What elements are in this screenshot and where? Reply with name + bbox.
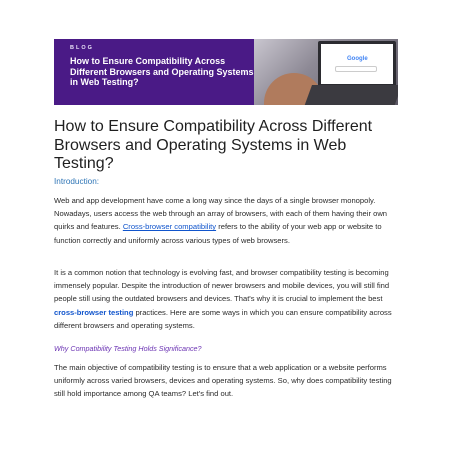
keyboard-shape [304,85,398,105]
laptop-screen [318,41,396,87]
paragraph-3: The main objective of compatibility testing is to ensure that a web application or a website performs uniformly across varied browsers, devices and operating systems. So, why does compatibility testing still hold importance among QA teams? Let's find out. [54,363,392,399]
banner-tag: BLOG [70,45,94,51]
paragraph-1 [54,194,399,247]
intro-heading: Introduction: [54,177,100,186]
cross-browser-testing-link[interactable]: cross-browser testing [54,307,134,317]
banner-title: How to Ensure Compatibility Across Different Browsers and Operating Systems in Web Testing? [70,56,254,87]
paragraph-1-text-a: Web and app development have come a long way since the days of a single browser monopoly. Nowadays, users access the web through an array of browsers, with each of them having their own quirks and features. [54,196,388,232]
paragraph-2-text-b: practices. Here are some ways in which you can ensure compatibility across different browsers and operating systems. [54,307,392,330]
paragraph-1-text-b: refers to the ability of your web app or website to function correctly and uniformly across various types of web browsers. [54,222,382,245]
search-bar-shape [335,66,377,72]
article-title: How to Ensure Compatibility Across Different Browsers and Operating Systems in Web Testing? [54,118,373,172]
cross-browser-compatibility-link[interactable]: Cross-browser compatibility [122,222,217,232]
paragraph-2-text-a: It is a common notion that technology is evolving fast, and browser compatibility testing is becoming immensely popular. Despite the introduction of newer browsers and mobile devices, you will still find people still using the outdated browsers and devices. That's why it is crucial to implement the best [54,268,390,304]
blog-banner [54,39,398,105]
laptop-photo [254,39,398,105]
subheading: Why Compatibility Testing Holds Significance? [54,344,202,353]
paragraph-2 [54,266,399,332]
google-logo: Google [347,56,368,62]
